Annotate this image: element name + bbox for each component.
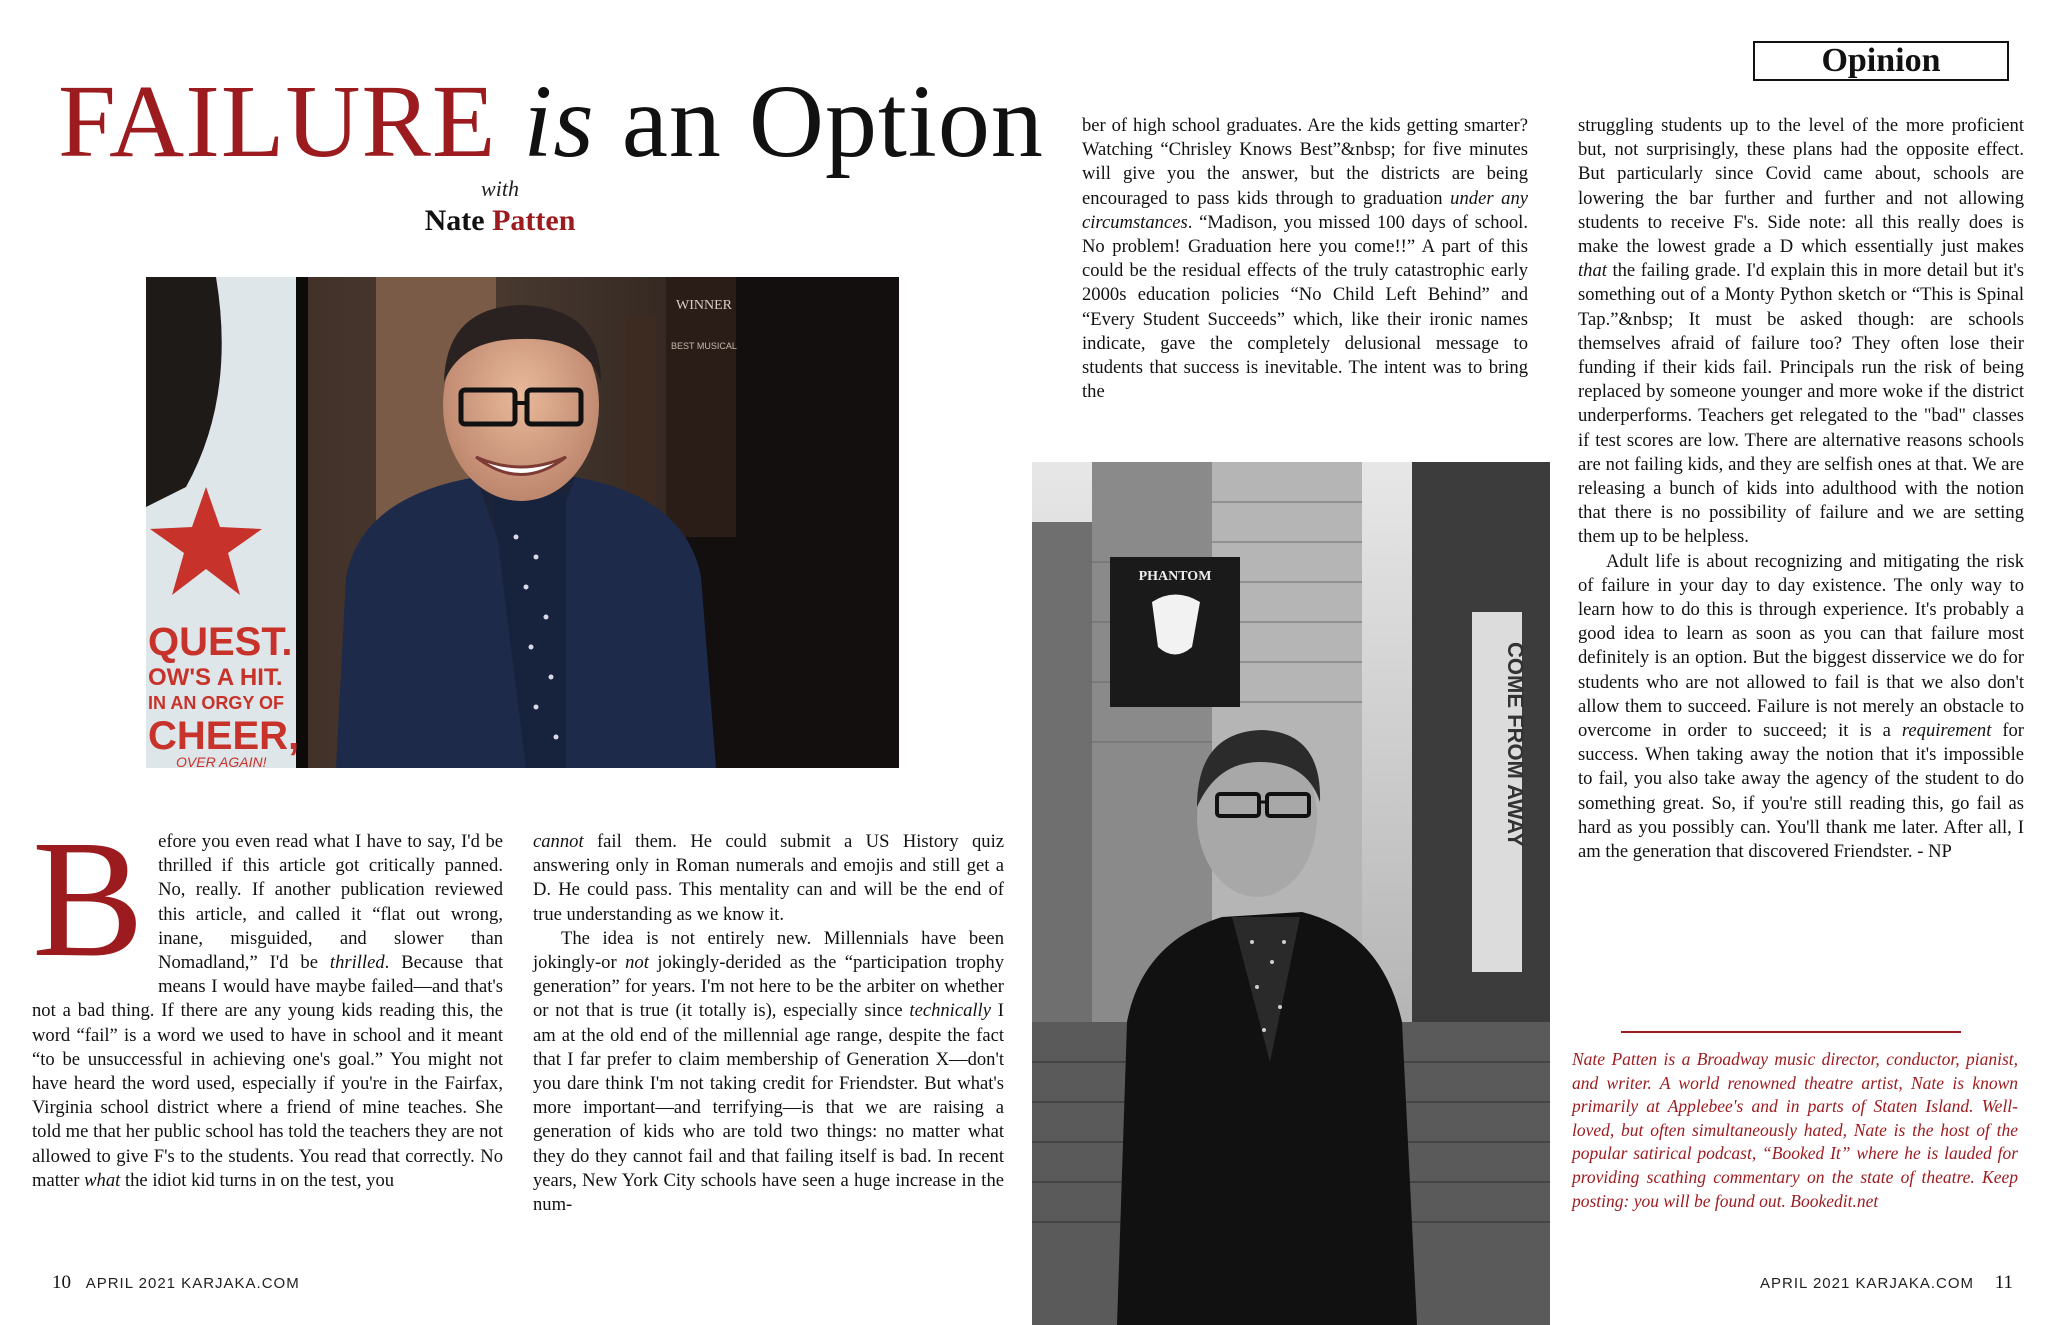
col4-text-d: for success. When taking away the notion that it's impossible to fail, you also take away the agency of the student to do something great. So, if you're still reading this, go fail as hard as you possibly can. You'll thank me later. After all, I am the generation that discovered Friendster. - NP (1578, 720, 2024, 863)
headline (58, 62, 1044, 182)
sign-best-musical: BEST MUSICAL (671, 341, 737, 351)
author-first-name: Nate (424, 204, 485, 237)
section-label: Opinion (1753, 41, 2009, 81)
phantom-billboard-title: PHANTOM (1138, 569, 1212, 584)
poster-line-5: OVER AGAIN! (176, 754, 267, 768)
col2-emphasis-cannot: cannot (533, 831, 584, 852)
byline-with: with (481, 176, 519, 201)
footer-left (52, 1272, 300, 1294)
author-bio: Nate Patten is a Broadway music director, conductor, pianist, and writer. A world renowned theatre artist, Nate is known primarily at Applebee's and in parts of Staten Island. Well-loved, but often simultaneously hated, Nate is the host of the popular satirical podcast, “Booked It” where he is lauded for providing scathing commentary on the state of theatre. Keep posting: you will be found out. Bookedit.net (1572, 1049, 2018, 1211)
poster-line-4: CHEER, (148, 714, 300, 758)
bio-divider (1621, 1031, 1961, 1033)
author-portrait-photo (146, 277, 899, 768)
billboard-banner-text: COME FROM AWAY (1503, 642, 1528, 847)
col1-emphasis-thrilled: thrilled (329, 952, 385, 974)
author-last-name: Patten (492, 204, 576, 237)
col2-text-a: fail them. He could submit a US History quiz answering only in Roman numerals and emojis and still get a D. He could pass. This mentality can and will be the end of true understanding as we know it. (533, 831, 1004, 925)
col4-emphasis-requirement: requirement (1901, 720, 1992, 742)
col2-text-b: The idea is not entirely new. Millennials have been jokingly-or (533, 927, 1004, 974)
col4-text-c: Adult life is about recognizing and mitigating the risk of failure in your day to day existence. The only way to learn how to do this is through experience. It's probably a good idea to learn as soon as you can that failure most definitely is an option. But the biggest disservice we do for students who are not allowed to fail is that we also don't allow them to succeed. Failure is not merely an obstacle to overcome in order to succeed; it is a (1578, 550, 2024, 742)
col2-text-d: I am at the old end of the millennial age range, despite the fact that I far prefer to claim membership of Generation X—don't you dare think I'm not taking credit for Friendster. But what's more important—and terrifying—is that we are raising a generation of kids who are told two things: no matter what they do they cannot fail and that failing itself is bad. In recent years, New York City schools have seen a huge increase in the num- (533, 1000, 1004, 1216)
col1-text-c: the idiot kid turns in on the test, you (120, 1169, 395, 1191)
headline-word-failure: FAILURE (58, 64, 497, 179)
sign-winner: WINNER (676, 298, 732, 313)
col3-text-b: . “Madison, you missed 100 days of school. No problem! Graduation here you come!!” A part of this could be the residual effects of the truly catastrophic early 2000s education policies “No Child Left Behind” and “Every Student Succeeds” which, like their ironic names indicate, gave the completely delusional message to students that success is inevitable. The intent was to bring the (1082, 211, 1528, 403)
article-column-3 (1082, 114, 1528, 434)
poster-line-3: IN AN ORGY OF (148, 693, 285, 713)
col2-emphasis-not: not (625, 952, 649, 974)
col4-emphasis-that: that (1578, 260, 1607, 282)
footer-left-text: APRIL 2021 KARJAKA.COM (85, 1275, 300, 1292)
poster-line-1: QUEST. (148, 620, 293, 664)
col2-emphasis-technically: technically (909, 1000, 991, 1022)
col4-text-a: struggling students up to the level of the more proficient but, not surprisingly, these plans had the opposite effect. But particularly since Covid came about, schools are lowering the bar further and further and not allowing students to receive F's. Side note: all this really does is make the lowest grade a D which essentially just makes (1578, 115, 2024, 258)
col1-emphasis-what: what (84, 1169, 121, 1191)
col1-text-b: . Because that means I would have maybe failed—and that's not a bad thing. If there are any young kids reading this, the word “fail” is a word we used to have in school and it meant “to be unsuccessful in achieving one's goal.” You might not have heard the word used, especially if you're in the Fairfax, Virginia school district where a friend of mine teaches. She told me that her public school has told the teachers they are not allowed to give F's to the students. You read that correctly. No matter (32, 952, 503, 1191)
article-column-4 (1578, 114, 2024, 1014)
footer-right-text: APRIL 2021 KARJAKA.COM (1760, 1275, 1975, 1292)
times-square-photo (1032, 462, 1550, 1325)
headline-word-option: an Option (621, 64, 1044, 179)
col1-text-a: efore you even read what I have to say, I'd be thrilled if this article got critically panned. No, really. If another publication reviewed this article, and called it “flat out wrong, inane, misguided, and slower than Nomadland,” I'd be (158, 831, 503, 974)
col3-text-a: ber of high school graduates. Are the kids getting smarter? Watching “Chrisley Knows Best”&nbsp; for five minutes will give you the answer, but the districts are being encouraged to pass kids through to graduation (1082, 115, 1528, 209)
article-column-2 (533, 830, 1004, 1250)
poster-line-2: OW'S A HIT. (148, 664, 283, 691)
article-column-1 (32, 806, 503, 1250)
page-number-left: 10 (52, 1272, 71, 1293)
col3-emphasis-under: under any circumstances (1082, 187, 1528, 233)
col2-text-c: jokingly-derided as the “participation trophy generation” for years. I'm not here to be the arbiter on whether or not that is true (it totally is), especially since (533, 952, 1004, 1022)
footer-right (1760, 1272, 2013, 1294)
headline-word-is: is (523, 64, 595, 179)
col4-text-b: the failing grade. I'd explain this in more detail but it's something out of a Monty Python sketch or “This is Spinal Tap.”&nbsp; It must be asked though: are schools themselves afraid of failure too? They often lose their funding if their kids fail. Principals run the risk of being replaced by someone younger and more woke if the district underperforms. Teachers get relegated to the "bad" classes if test scores are low. There are alternative reasons schools are not failing kids, and they are selfish ones at that. We are releasing a bunch of kids into adulthood with the notion that there is no possibility of failure and we are setting them up to be helpless. (1578, 260, 2024, 548)
byline-author (380, 204, 620, 238)
page-number-right: 11 (1994, 1272, 2013, 1293)
drop-cap: B (32, 806, 145, 992)
